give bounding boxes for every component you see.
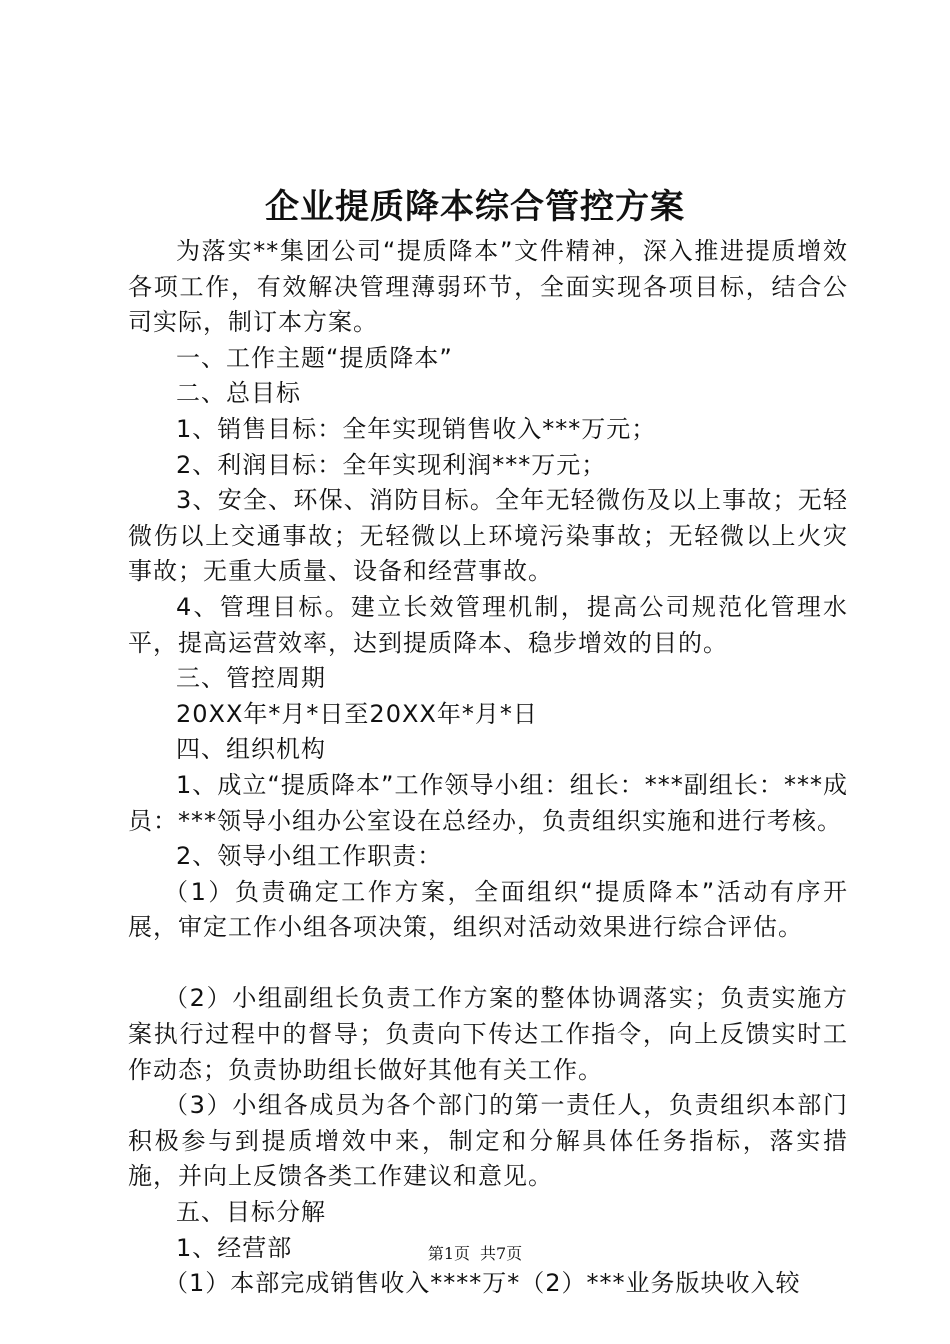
document-body bbox=[128, 234, 848, 1302]
org-duties-heading: 2、领导小组工作职责： bbox=[176, 842, 443, 871]
goal-sales: 1、销售目标：全年实现销售收入***万元； bbox=[176, 414, 657, 443]
section-heading-period: 三、管控周期 bbox=[176, 664, 326, 693]
paragraph-gap bbox=[128, 946, 848, 982]
document-title: 企业提质降本综合管控方案 bbox=[265, 187, 685, 227]
goal-safety: 3、安全、环保、消防目标。全年无轻微伤及以上事故；无轻微伤以上交通事故；无轻微以上环境污染事故；无轻微以上火灾事故；无重大质量、设备和经营事故。 bbox=[128, 486, 848, 586]
goal-management: 4、管理目标。建立长效管理机制，提高公司规范化管理水平，提高运营效率，达到提质降本、稳步增效的目的。 bbox=[128, 592, 848, 657]
duty-item-2: （2）小组副组长负责工作方案的整体协调落实；负责实施方案执行过程中的督导；负责向下传达工作指令，向上反馈实时工作动态；负责协助组长做好其他有关工作。 bbox=[128, 984, 848, 1084]
breakdown-dept-business: 1、经营部 bbox=[176, 1233, 293, 1262]
section-heading-theme: 一、工作主题“提质降本” bbox=[176, 343, 453, 372]
page-number: 第1页 bbox=[427, 1244, 470, 1263]
intro-paragraph: 为落实**集团公司“提质降本”文件精神，深入推进提质增效各项工作，有效解决管理薄弱环节，全面实现各项目标，结合公司实际，制订本方案。 bbox=[128, 237, 848, 337]
duty-item-3: （3）小组各成员为各个部门的第一责任人，负责组织本部门积极参与到提质增效中来，制定和分解具体任务指标，落实措施，并向上反馈各类工作建议和意见。 bbox=[128, 1091, 848, 1191]
breakdown-item-1: （1）本部完成销售收入****万*（2）***业务版块收入较 bbox=[164, 1269, 801, 1298]
section-heading-breakdown: 五、目标分解 bbox=[176, 1198, 326, 1227]
period-range: 20XX年*月*日至20XX年*月*日 bbox=[176, 699, 538, 728]
goal-profit: 2、利润目标：全年实现利润***万元； bbox=[176, 450, 607, 479]
page-total: 共7页 bbox=[480, 1244, 523, 1263]
page-footer bbox=[0, 1244, 950, 1264]
section-heading-goals: 二、总目标 bbox=[176, 379, 301, 408]
section-heading-organization: 四、组织机构 bbox=[176, 735, 326, 764]
duty-item-1: （1）负责确定工作方案，全面组织“提质降本”活动有序开展，审定工作小组各项决策，组织对活动效果进行综合评估。 bbox=[128, 877, 848, 942]
org-leadership-group: 1、成立“提质降本”工作领导小组：组长：***副组长：***成员：***领导小组办公室设在总经办，负责组织实施和进行考核。 bbox=[128, 770, 848, 835]
